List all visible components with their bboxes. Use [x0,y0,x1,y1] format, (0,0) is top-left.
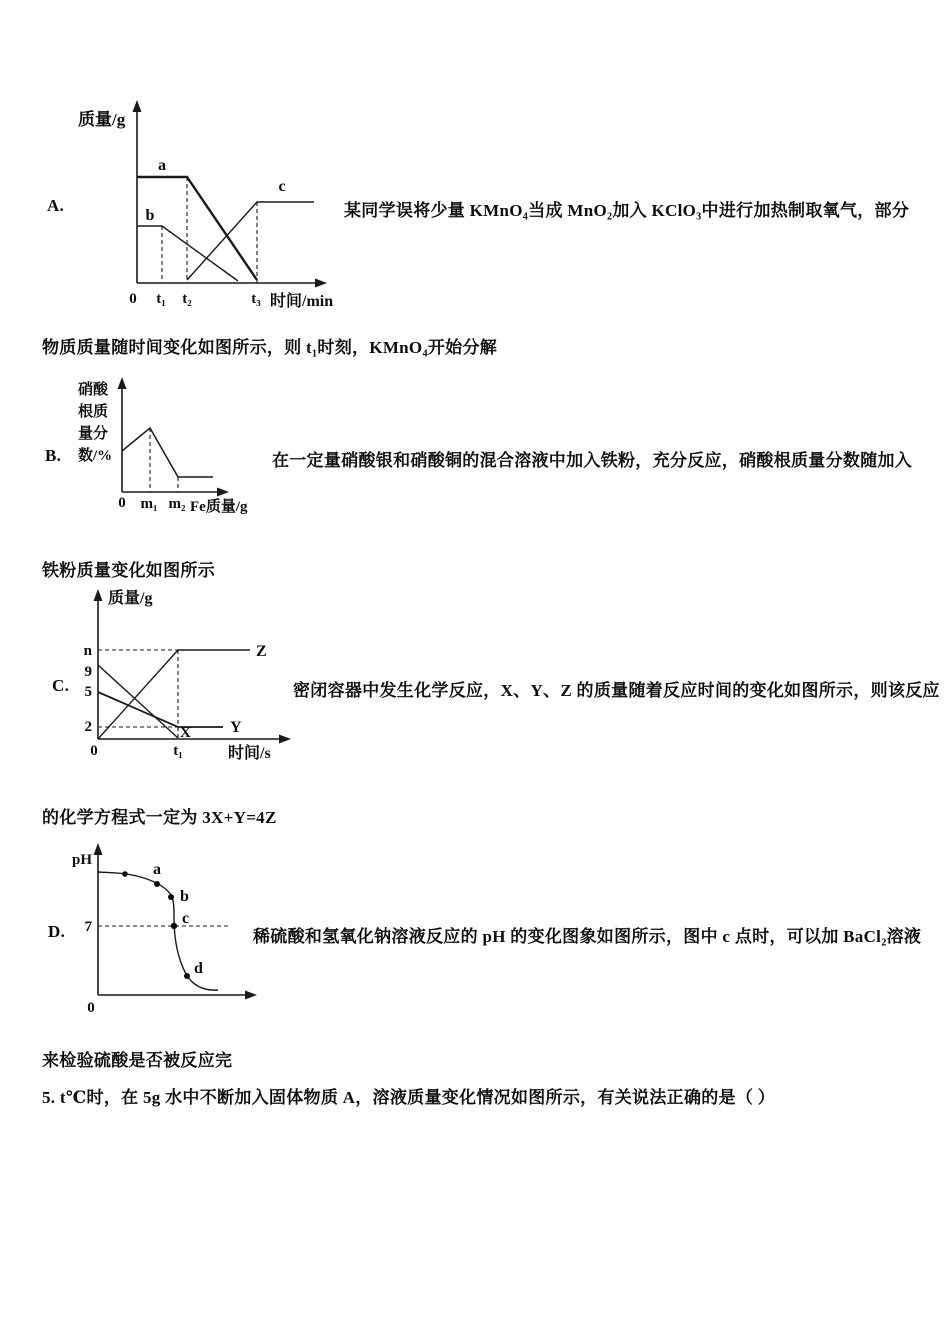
graph-a-tick-t2: t₂ [182,291,192,307]
graph-c-label-y: Y [230,719,242,736]
graph-b-x-arrow-icon [217,488,229,497]
graph-a-tick-t3: t₃ [251,291,261,307]
graph-c-xlabel: 时间/s [228,745,271,762]
graph-c-ylabel: 质量/g [108,590,153,607]
graph-b-figure [70,376,275,521]
graph-c-tick-0: 0 [90,743,98,759]
graph-a-label-a: a [158,157,166,174]
graph-a-y-arrow-icon [133,100,142,112]
option-d-desc: 稀硫酸和氢氧化钠溶液反应的 pH 的变化图象如图所示，图中 c 点时，可以加 BaCl₂溶液 [253,927,922,946]
graph-a-curve-c [187,202,314,280]
graph-a-label-b: b [145,207,155,224]
graph-c-tick-2: 2 [84,719,92,735]
option-a-label: A. [47,196,65,215]
graph-c-tick-t1: t₁ [173,743,183,759]
graph-c-label-x: X [180,725,191,741]
question-5-text: 5. t℃时，在 5g 水中不断加入固体物质 A，溶液质量变化情况如图所示，有关说法正确的是（ ） [42,1088,776,1107]
graph-b-ylabel-line2: 根质 [78,404,109,420]
option-a-desc: 某同学误将少量 KMnO₄当成 MnO₂加入 KClO₃中进行加热制取氧气，部分 [344,201,910,220]
graph-b-ylabel-line1: 硝酸 [78,382,109,398]
graph-d-label-a: a [153,861,161,878]
graph-b-y-arrow-icon [118,377,127,389]
graph-a-ylabel: 质量/g [78,110,126,129]
graph-d-dot-c [171,923,177,929]
graph-a-curve-a [137,177,257,280]
graph-c-label-z: Z [256,643,267,660]
option-d-desc2: 来检验硫酸是否被反应完 [42,1051,233,1070]
graph-c-tick-9: 9 [84,664,92,680]
graph-c-y-arrow-icon [94,589,103,601]
graph-d-dot-b [168,894,174,900]
graph-d-dot-start [122,871,128,877]
graph-d-label-b: b [180,888,189,905]
graph-c-curve-x [98,665,178,738]
graph-a-figure [70,98,355,313]
option-b-label: B. [45,446,62,465]
graph-a-tick-t1: t₁ [156,291,166,307]
graph-b-ylabel-line4: 数/% [78,448,113,464]
graph-b-ylabel-line3: 量分 [78,426,109,442]
graph-a-xlabel: 时间/min [270,293,334,310]
graph-d-dot-d [184,973,190,979]
graph-c-x-arrow-icon [279,735,291,744]
graph-a-tick-0: 0 [129,291,137,307]
option-d-label: D. [48,922,66,941]
graph-c-figure [60,588,300,768]
option-c-desc2: 的化学方程式一定为 3X+Y=4Z [42,808,277,827]
graph-d-x-arrow-icon [245,991,257,1000]
graph-d-figure [60,843,260,1015]
graph-c-tick-5: 5 [84,684,92,700]
graph-d-label-c: c [182,910,190,927]
graph-b-xlabel: Fe质量/g [190,499,248,515]
graph-b-curve [122,428,213,477]
option-c-label: C. [52,676,70,695]
graph-d-tick-7: 7 [84,919,92,935]
graph-a-x-arrow-icon [315,279,327,288]
graph-b-tick-0: 0 [118,495,126,511]
graph-b-tick-m1: m₁ [140,496,158,512]
graph-d-tick-0: 0 [87,1000,95,1015]
graph-d-label-d: d [194,960,203,977]
graph-d-y-arrow-icon [94,843,103,855]
graph-b-tick-m2: m₂ [168,496,186,512]
graph-d-dot-a [154,881,160,887]
option-b-desc: 在一定量硝酸银和硝酸铜的混合溶液中加入铁粉，充分反应，硝酸根质量分数随加入 [272,451,913,470]
option-b-desc2: 铁粉质量变化如图所示 [42,561,215,580]
option-a-desc2: 物质质量随时间变化如图所示，则 t₁时刻，KMnO₄开始分解 [42,338,498,357]
graph-c-tick-n: n [83,643,92,659]
option-c-desc: 密闭容器中发生化学反应，X、Y、Z 的质量随着反应时间的变化如图所示，则该反应 [293,681,940,700]
graph-a-label-c: c [278,178,286,195]
graph-d-ylabel: pH [72,852,93,868]
